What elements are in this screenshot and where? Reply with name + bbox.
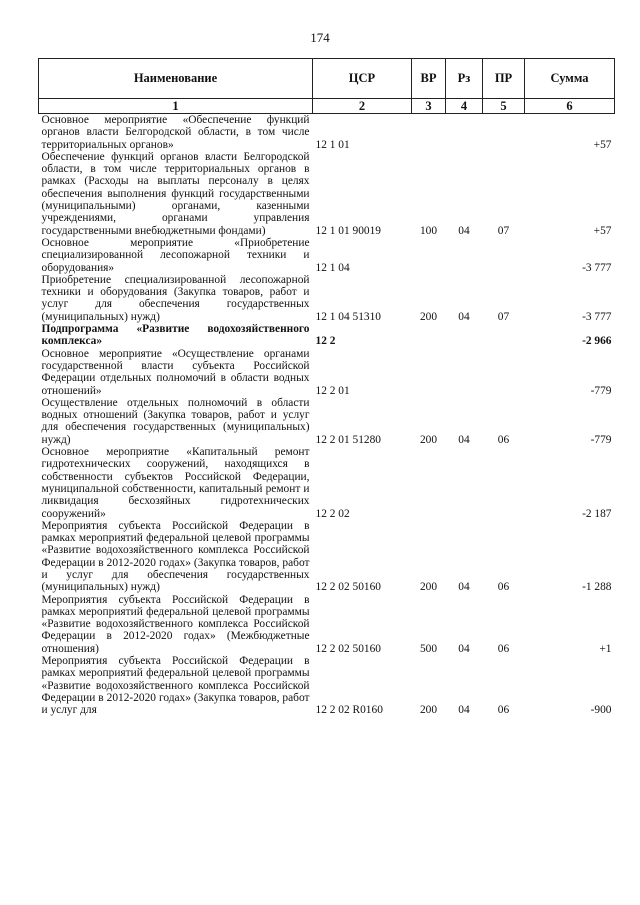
column-number-row	[39, 99, 615, 114]
row-rz	[446, 348, 483, 397]
row-name: Мероприятия субъекта Российской Федерации в рамках мероприятий федеральной целевой программы «Развитие водохозяйственного комплекса Российской Федерации в 2012-2020 годах» (Закупка товаров, работ и услуг для обеспечения государственных (муниципальных) нужд)	[41, 519, 310, 594]
header-row	[39, 59, 615, 99]
row-pr	[483, 348, 525, 397]
row-pr	[483, 323, 525, 348]
row-vr: 200	[419, 581, 438, 594]
row-csr: 12 2 01 51280	[315, 433, 381, 446]
row-rz: 04	[458, 224, 470, 237]
row-sum: -3 777	[582, 310, 612, 323]
row-name: Основное мероприятие «Капитальный ремонт гидротехнических сооружений, находящихся в собственности субъектов Российской Федерации, муниципальной собственности, капитальный ремонт и ликвидация бесхозяйных гидротехнических сооружений»	[41, 446, 310, 520]
row-csr: 12 1 01 90019	[315, 224, 381, 237]
row-rz	[446, 323, 483, 348]
row-sum: -900	[590, 704, 612, 717]
header-sum: Сумма	[525, 59, 615, 99]
table-row	[39, 151, 615, 237]
table-row	[39, 520, 615, 594]
row-pr: 07	[497, 224, 510, 237]
row-name: Основное мероприятие «Обеспечение функций органов власти Белгородской области, в том числе территориальных органов»	[41, 114, 310, 151]
header-vr: ВР	[412, 59, 446, 99]
column-number: 4	[446, 99, 483, 114]
row-pr: 06	[497, 433, 510, 446]
row-name: Подпрограмма «Развитие водохозяйственного комплекса»	[41, 323, 310, 348]
row-rz: 04	[458, 704, 470, 717]
page-number: 174	[310, 30, 330, 45]
row-name: Мероприятия субъекта Российской Федерации в рамках мероприятий федеральной целевой программы «Развитие водохозяйственного комплекса Российской Федерации в 2012-2020 годах» (Закупка товаров, работ и услуг для	[41, 655, 310, 717]
header-pr: ПР	[483, 59, 525, 99]
row-csr: 12 1 04	[315, 261, 350, 274]
table-row	[39, 594, 615, 655]
row-rz: 04	[458, 581, 470, 594]
column-number: 2	[313, 99, 412, 114]
row-csr: 12 2 01	[315, 384, 350, 397]
table-row	[39, 237, 615, 274]
row-vr: 200	[419, 704, 438, 717]
row-rz: 04	[458, 433, 470, 446]
row-vr	[412, 114, 446, 151]
column-number: 6	[525, 99, 615, 114]
row-vr: 200	[419, 433, 438, 446]
budget-table	[38, 58, 615, 717]
row-name: Мероприятия субъекта Российской Федерации в рамках мероприятий федеральной целевой программы «Развитие водохозяйственного комплекса Российской Федерации в 2012-2020 годах» (Межбюджетные отношения)	[41, 593, 310, 655]
row-pr: 06	[497, 642, 510, 655]
row-csr: 12 2 02 50160	[315, 581, 381, 594]
row-sum: +57	[593, 224, 612, 237]
row-csr: 12 2 02 R0160	[315, 704, 383, 717]
row-pr	[483, 114, 525, 151]
table-row	[39, 323, 615, 348]
table-row	[39, 348, 615, 397]
row-csr: 12 1 01	[315, 138, 350, 151]
row-name: Основное мероприятие «Осуществление органами государственной власти субъекта Российской Федерации отдельных полномочий в области водных отношений»	[41, 347, 310, 397]
row-pr: 06	[497, 704, 510, 717]
row-vr	[412, 237, 446, 274]
row-csr: 12 2	[315, 335, 336, 348]
row-sum: -2 966	[582, 335, 612, 348]
table-row	[39, 274, 615, 323]
row-sum: +57	[593, 138, 612, 151]
row-name: Обеспечение функций органов власти Белгородской области, в том числе территориальных органов в рамках (Расходы на выплаты персоналу в целях обеспечения выполнения функций государственными (муниципальными) органами, казенными учреждениями, органами управления государственными внебюджетными фондами)	[41, 150, 310, 237]
table-row	[39, 114, 615, 151]
table-row	[39, 397, 615, 446]
row-name: Приобретение специализированной лесопожарной техники и оборудования (Закупка товаров, работ и услуг для обеспечения государственных (муниципальных) нужд)	[41, 273, 310, 323]
row-pr	[483, 237, 525, 274]
row-sum: -779	[590, 384, 612, 397]
column-number: 1	[39, 99, 313, 114]
row-pr	[483, 446, 525, 520]
column-number: 5	[483, 99, 525, 114]
table-row	[39, 655, 615, 716]
table-row	[39, 446, 615, 520]
row-rz	[446, 237, 483, 274]
row-vr: 100	[419, 224, 438, 237]
row-name: Основное мероприятие «Приобретение специализированной лесопожарной техники и оборудования»	[41, 236, 310, 274]
row-rz: 04	[458, 642, 470, 655]
row-csr: 12 1 04 51310	[315, 310, 381, 323]
row-vr	[412, 348, 446, 397]
row-sum: -3 777	[582, 261, 612, 274]
row-sum: -1 288	[582, 581, 612, 594]
row-vr	[412, 446, 446, 520]
row-vr: 200	[419, 310, 438, 323]
row-pr: 06	[497, 581, 510, 594]
column-number: 3	[412, 99, 446, 114]
row-csr: 12 2 02	[315, 507, 350, 520]
row-rz: 04	[458, 310, 470, 323]
row-sum: +1	[599, 642, 612, 655]
table-body	[39, 114, 615, 717]
header-csr: ЦСР	[313, 59, 412, 99]
row-sum: -779	[590, 433, 612, 446]
row-pr: 07	[497, 310, 510, 323]
row-csr: 12 2 02 50160	[315, 642, 381, 655]
row-sum: -2 187	[582, 507, 612, 520]
row-rz	[446, 446, 483, 520]
row-vr: 500	[419, 642, 438, 655]
header-name: Наименование	[39, 59, 313, 99]
row-vr	[412, 323, 446, 348]
row-name: Осуществление отдельных полномочий в области водных отношений (Закупка товаров, работ и услуг для обеспечения государственных (муниципальных) нужд)	[41, 396, 310, 446]
header-rz: Рз	[446, 59, 483, 99]
row-rz	[446, 114, 483, 151]
